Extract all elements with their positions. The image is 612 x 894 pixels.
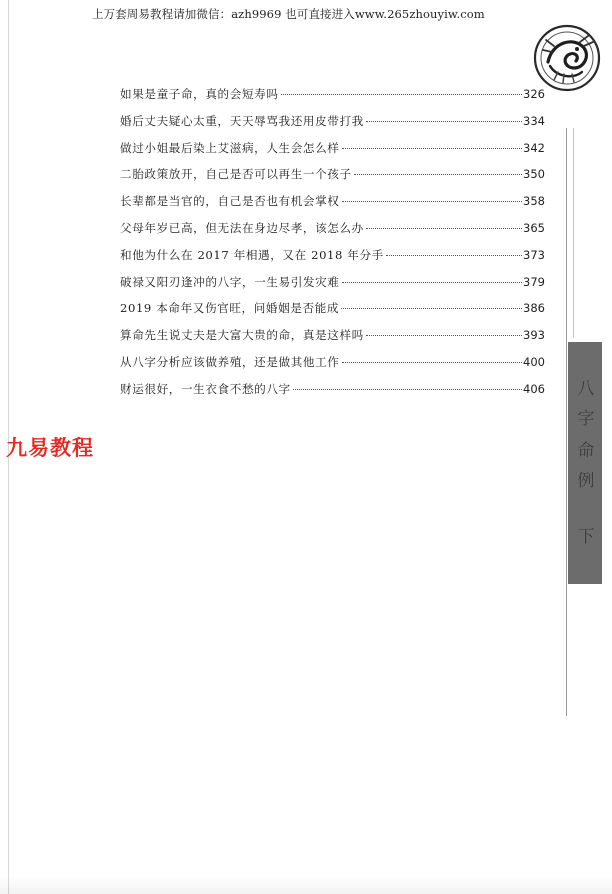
toc-entry[interactable] <box>120 300 545 327</box>
toc-dot-leader <box>386 255 522 256</box>
toc-entry-title: 财运很好，一生衣食不愁的八字 <box>120 381 291 396</box>
table-of-contents <box>120 86 545 408</box>
toc-entry[interactable] <box>120 220 545 247</box>
toc-entry[interactable] <box>120 327 545 354</box>
toc-dot-leader <box>281 94 523 95</box>
toc-entry-title: 二胎政策放开，自己是否可以再生一个孩子 <box>120 167 352 182</box>
toc-dot-leader <box>354 174 522 175</box>
toc-dot-leader <box>341 308 522 309</box>
scan-bottom-shadow <box>0 876 612 894</box>
toc-entry-page: 373 <box>523 247 545 262</box>
toc-dot-leader <box>342 362 523 363</box>
toc-entry[interactable] <box>120 354 545 381</box>
edge-tab-glyph: 八 <box>577 379 595 399</box>
toc-dot-leader <box>366 335 522 336</box>
toc-dot-leader <box>342 282 523 283</box>
toc-entry-title: 从八字分析应该做养殖，还是做其他工作 <box>120 354 340 369</box>
toc-entry-page: 386 <box>523 301 545 316</box>
toc-entry-page: 326 <box>523 87 545 101</box>
brand-watermark: 九易教程 <box>6 436 94 460</box>
toc-entry-page: 393 <box>523 328 545 343</box>
toc-entry-page: 342 <box>523 140 545 155</box>
toc-entry[interactable] <box>120 86 545 113</box>
toc-entry-page: 406 <box>523 381 545 396</box>
toc-entry[interactable] <box>120 140 545 167</box>
dragon-seal-icon <box>530 22 604 94</box>
toc-entry-title: 2019 本命年又伤官旺，问婚姻是否能成 <box>120 301 340 316</box>
edge-tab-glyph: 命 <box>577 441 595 461</box>
toc-dot-leader <box>342 148 523 149</box>
toc-entry-title: 和他为什么在 2017 年相遇，又在 2018 年分手 <box>120 247 384 262</box>
edge-tab-glyph: 下 <box>577 527 595 547</box>
toc-entry-title: 父母年岁已高，但无法在身边尽孝，该怎么办 <box>120 220 364 235</box>
toc-entry[interactable] <box>120 247 545 274</box>
toc-entry-title: 破禄又阳刃逢冲的八字，一生易引发灾难 <box>120 274 340 289</box>
edge-tab-line <box>566 128 567 716</box>
toc-entry[interactable] <box>120 113 545 140</box>
toc-dot-leader <box>366 228 522 229</box>
toc-dot-leader <box>293 389 522 390</box>
toc-entry[interactable] <box>120 381 545 408</box>
toc-entry-page: 334 <box>523 113 545 128</box>
toc-dot-leader <box>342 201 523 202</box>
toc-entry[interactable] <box>120 193 545 220</box>
toc-entry[interactable] <box>120 274 545 301</box>
toc-entry-page: 379 <box>523 274 545 289</box>
header-watermark-text: 上万套周易教程请加微信：azh9969 也可直接进入www.265zhouyiw.com <box>92 7 485 21</box>
toc-entry[interactable] <box>120 166 545 193</box>
toc-entry-title: 算命先生说丈夫是大富大贵的命，真是这样吗 <box>120 328 364 343</box>
toc-dot-leader <box>366 121 522 122</box>
toc-entry-page: 400 <box>523 354 545 369</box>
toc-entry-title: 如果是童子命，真的会短寿吗 <box>120 87 279 101</box>
toc-entry-title: 做过小姐最后染上艾滋病，人生会怎么样 <box>120 140 340 155</box>
edge-tab-glyph: 例 <box>577 471 595 491</box>
edge-tab-line-inner <box>573 128 574 338</box>
toc-entry-page: 365 <box>523 220 545 235</box>
toc-entry-title: 婚后丈夫疑心太重，天天辱骂我还用皮带打我 <box>120 113 364 128</box>
toc-entry-page: 350 <box>523 167 545 182</box>
edge-tab-glyph: 字 <box>577 409 595 429</box>
toc-entry-title: 长辈都是当官的，自己是否也有机会掌权 <box>120 194 340 209</box>
toc-entry-page: 358 <box>523 194 545 209</box>
